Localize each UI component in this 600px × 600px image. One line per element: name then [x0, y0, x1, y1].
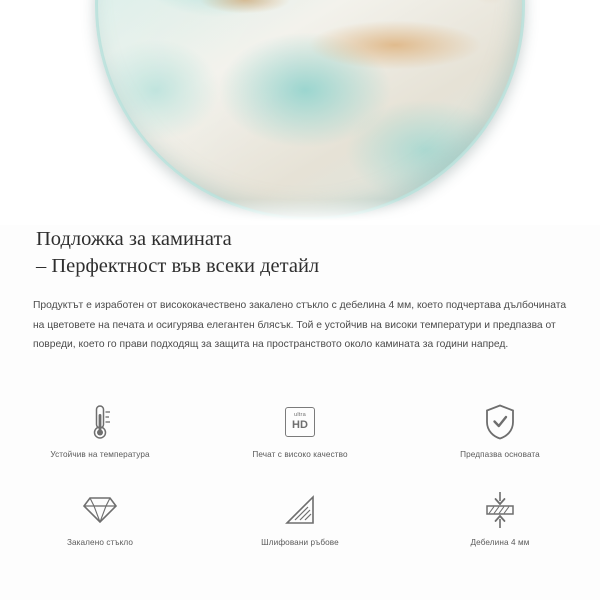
body-paragraph: Продуктът е изработен от висококачествено закалено стъкло с дебелина 4 мм, което подчертава дълбочината на цветовете на печата и осигурява елегантен блясък. Той е устойчив на високи температури и предпазва от повреди, което го прави подходящ за защита на пространството около камината за години напред. — [33, 300, 567, 350]
feature-grid — [0, 400, 600, 566]
thermometer-icon — [87, 400, 113, 444]
feature-label: Печат с високо качество — [252, 450, 348, 459]
text-content-block — [0, 226, 600, 355]
shield-check-icon — [484, 400, 516, 444]
feature-label: Шлифовани ръбове — [261, 538, 339, 547]
hero-product-image — [0, 0, 600, 225]
feature-item-thickness — [400, 488, 600, 566]
ultra-hd-icon: ultra HD — [285, 400, 315, 444]
polished-edges-icon — [284, 488, 316, 532]
hero-bottom-fade — [0, 199, 600, 225]
headline-line-1: Подложка за камината — [36, 228, 232, 250]
round-glass-pad-image — [95, 0, 525, 220]
feature-item-print-quality — [200, 400, 400, 478]
feature-label: Дебелина 4 мм — [470, 538, 530, 547]
thickness-arrows-icon — [483, 488, 517, 532]
feature-item-tempered-glass — [0, 488, 200, 566]
diamond-icon — [83, 488, 117, 532]
headline-line-2: – Перфектност във всеки детайл — [36, 255, 320, 277]
feature-item-polished-edges — [200, 488, 400, 566]
feature-label: Устойчив на температура — [50, 450, 150, 459]
feature-item-temperature — [0, 400, 200, 478]
page-title — [0, 226, 600, 280]
feature-label: Предпазва основата — [460, 450, 540, 459]
feature-label: Закалено стъкло — [66, 538, 134, 547]
feature-item-surface-protection — [400, 400, 600, 478]
